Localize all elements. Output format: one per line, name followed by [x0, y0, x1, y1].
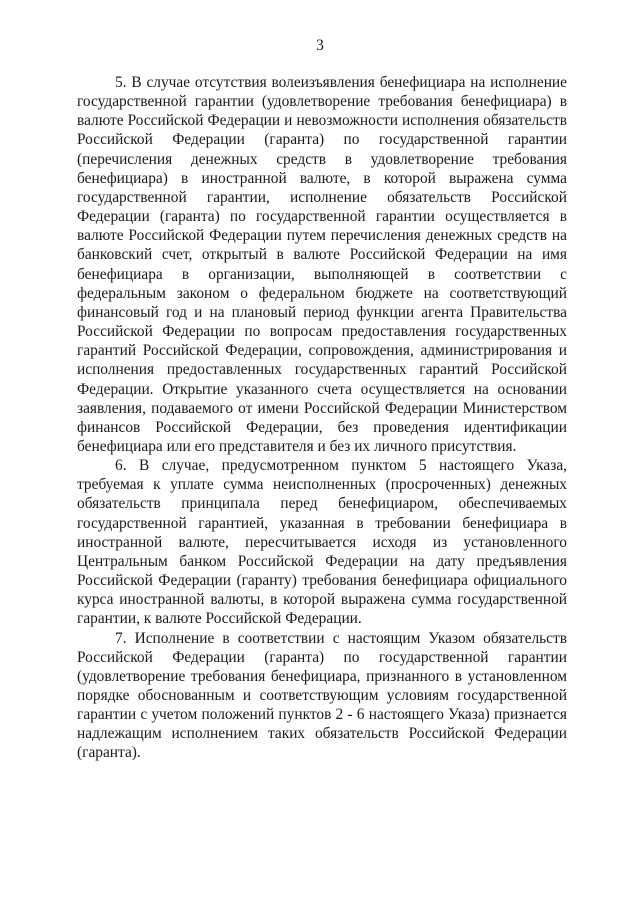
- paragraph-7: 7. Исполнение в соответствии с настоящим Указом обязательств Российской Федерации (гаранта) по государственной гарантии (удовлетворение требования бенефициара, признанного в установленном порядке обоснованным и соответствующим условиям государственной гарантии с учетом положений пунктов 2 - 6 настоящего Указа) признается надлежащим исполнением таких обязательств Российской Федерации (гаранта).: [77, 629, 567, 762]
- document-body: [77, 73, 567, 763]
- paragraph-6: 6. В случае, предусмотренном пунктом 5 настоящего Указа, требуемая к уплате сумма неисполненных (просроченных) денежных обязательств принципала перед бенефициаром, обеспечиваемых государственной гарантией, указанная в требовании бенефициара в иностранной валюте, пересчитывается исходя из установленного Центральным банком Российской Федерации на дату предъявления Российской Федерации (гаранту) требования бенефициара официального курса иностранной валюты, в которой выражена сумма государственной гарантии, к валюте Российской Федерации.: [77, 457, 567, 628]
- paragraph-5: 5. В случае отсутствия волеизъявления бенефициара на исполнение государственной гарантии (удовлетворение требования бенефициара) в валюте Российской Федерации и невозможности исполнения обязательств Российской Федерации (гаранта) по государственной гарантии (перечисления денежных средств в удовлетворение требования бенефициара) в иностранной валюте, в которой выражена сумма государственной гарантии, исполнение обязательств Российской Федерации (гаранта) по государственной гарантии осуществляется в валюте Российской Федерации путем перечисления денежных средств на банковский счет, открытый в валюте Российской Федерации на имя бенефициара в организации, выполняющей в соответствии с федеральным законом о федеральном бюджете на соответствующий финансовый год и на плановый период функции агента Правительства Российской Федерации по вопросам предоставления государственных гарантий Российской Федерации, сопровождения, администрирования и исполнения предоставленных государственных гарантий Российской Федерации. Открытие указанного счета осуществляется на основании заявления, подаваемого от имени Российской Федерации Министерством финансов Российской Федерации, без проведения идентификации бенефициара или его представителя и без их личного присутствия.: [77, 74, 567, 455]
- page-number: 3: [316, 37, 324, 54]
